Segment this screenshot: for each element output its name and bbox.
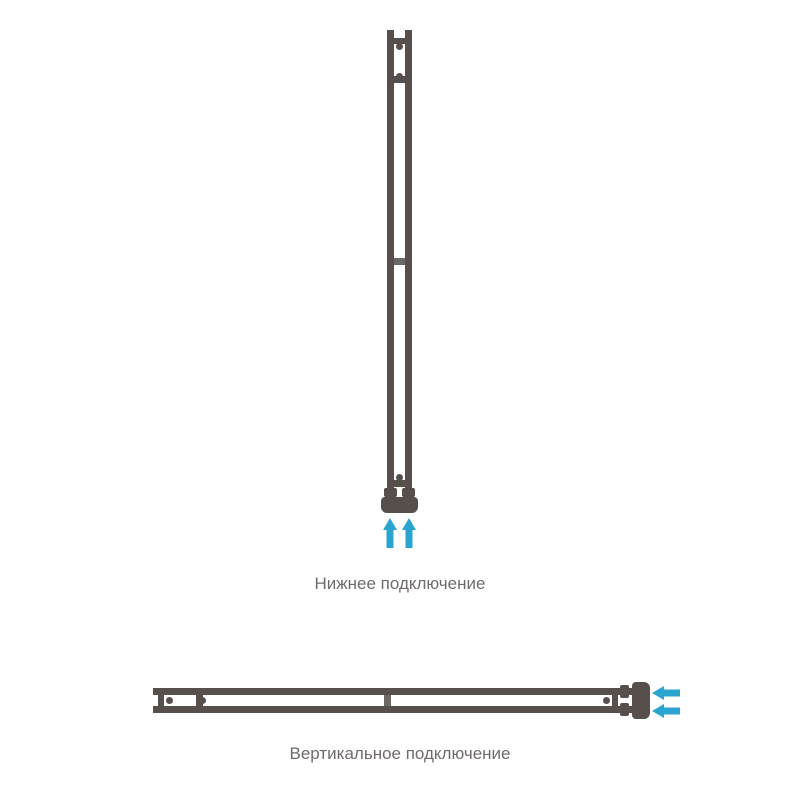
arrow-up-icon: [402, 518, 416, 548]
rail-dot: [603, 697, 610, 704]
towel-rail-horizontal: [153, 688, 650, 713]
rail-dot: [166, 697, 173, 704]
rail-bridge-middle: [384, 695, 391, 706]
rail-tube-top: [153, 688, 633, 695]
rail-collar: [384, 488, 397, 497]
rail-collar: [620, 703, 629, 716]
rail-bridge-middle: [394, 258, 405, 265]
rail-tube-right: [405, 30, 412, 497]
rail-bridge: [158, 692, 164, 709]
rail-collar: [620, 685, 629, 698]
rail-base: [632, 682, 650, 719]
towel-rail-vertical: [387, 30, 412, 513]
rail-dot: [396, 43, 403, 50]
rail-base: [381, 497, 418, 513]
rail-tube-bottom: [153, 706, 633, 713]
caption-bottom-connection: Нижнее подключение: [314, 574, 486, 593]
rail-dot: [396, 73, 403, 80]
caption-vertical-connection: Вертикальное подключение: [289, 744, 511, 763]
arrow-left-icon: [652, 686, 680, 700]
rail-bridge: [612, 692, 618, 709]
rail-dot: [199, 697, 206, 704]
arrow-up-icon: [383, 518, 397, 548]
rail-bridge: [391, 480, 408, 487]
rail-collar: [402, 488, 415, 497]
rail-tube-left: [387, 30, 394, 497]
arrow-left-icon: [652, 704, 680, 718]
